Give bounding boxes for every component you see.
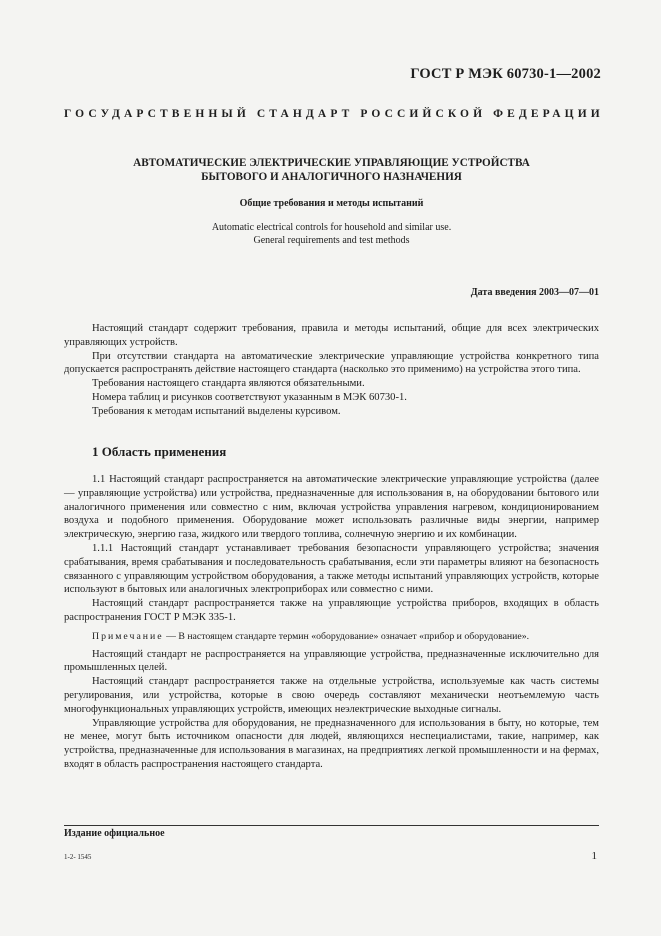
intro-paragraph: При отсутствии стандарта на автоматические электрические управляющие устройства конкретного типа допускается распространять действие настоящего стандарта (насколько это применимо) на устройства этого типа. [64, 350, 599, 376]
note [64, 630, 599, 644]
section-paragraph: Настоящий стандарт не распространяется на управляющие устройства, предназначенные исключительно для промышленных целей. [64, 648, 599, 674]
gost-code: ГОСТ Р МЭК 60730-1—2002 [410, 66, 601, 82]
english-title-line-1: Automatic electrical controls for household and similar use. [211, 222, 452, 233]
introduction [64, 322, 599, 419]
section-title: 1 Область применения [92, 444, 227, 459]
english-title [64, 222, 599, 247]
title-block [64, 156, 599, 247]
state-standard-heading: ГОСУДАРСТВЕННЫЙ СТАНДАРТ РОССИЙСКОЙ ФЕДЕРАЦИИ [64, 108, 604, 120]
edition-label: Издание официальное [64, 828, 165, 839]
section-1-body [64, 473, 599, 772]
subtitle: Общие требования и методы испытаний [239, 198, 424, 209]
note-text: — В настоящем стандарте термин «оборудование» означает «прибор и оборудование». [163, 630, 530, 642]
english-title-line-2: General requirements and test methods [253, 234, 410, 246]
title-line-2: БЫТОВОГО И АНАЛОГИЧНОГО НАЗНАЧЕНИЯ [201, 171, 462, 183]
intro-paragraph: Требования настоящего стандарта являются обязательными. [92, 378, 365, 390]
intro-paragraph: Требования к методам испытаний выделены курсивом. [92, 405, 341, 417]
title-line-1: АВТОМАТИЧЕСКИЕ ЭЛЕКТРИЧЕСКИЕ УПРАВЛЯЮЩИЕ УСТРОЙСТВА [133, 157, 530, 169]
intro-paragraph: Настоящий стандарт содержит требования, правила и методы испытаний, общие для всех электрических управляющих устройств. [64, 323, 599, 348]
section-paragraph: Управляющие устройства для оборудования, не предназначенного для использования в быту, но которые, тем не менее, могут быть источником опасности для людей, являющихся неспециалистами, такие, например, как устройства, предназначенные для использования в магазинах, на предприятиях легкой промышленности и на фермах, входят в область распространения настоящего стандарта. [64, 717, 599, 770]
footer-divider [64, 825, 599, 826]
section-paragraph: Настоящий стандарт распространяется также на управляющие устройства приборов, входящих в область распространения ГОСТ Р МЭК 335-1. [64, 598, 599, 623]
print-number: 1-2- 1545 [64, 853, 92, 861]
intro-date: Дата введения 2003—07—01 [470, 287, 599, 298]
note-label: Примечание [92, 630, 164, 642]
intro-paragraph: Номера таблиц и рисунков соответствуют указанным в МЭК 60730-1. [92, 391, 407, 403]
section-paragraph: Настоящий стандарт распространяется также на отдельные устройства, используемые как часть системы регулирования, или устройства, которые в свою очередь составляют механически неотъемлемую часть многофункциональных управляющих устройств, имеющих неэлектрические выходные сигналы. [64, 676, 599, 715]
section-paragraph: 1.1 Настоящий стандарт распространяется на автоматические электрические управляющие устройства (далее — управляющие устройства) или устройства, предназначенные для использования в, на оборудовании бытового или аналогичного применения или совместно с ним, включая устройства управления нагревом, кондиционированием воздуха и подобного применения. Оборудование может использовать различные виды энергии, например электрическую, энергию газа, жидкого или твердого топлива, солнечную энергию и их комбинации. [64, 474, 599, 541]
page-number: 1 [591, 850, 597, 862]
section-paragraph: 1.1.1 Настоящий стандарт устанавливает требования безопасности управляющего устройства; значения срабатывания, время срабатывания и последовательность срабатывания, если эти параметры влияют на безопасность связанного с управляющим устройством оборудования, а также методы испытаний управляющих устройств, которые используют в бытовых или аналогичных электроприборах или совместно с ними. [64, 542, 599, 596]
